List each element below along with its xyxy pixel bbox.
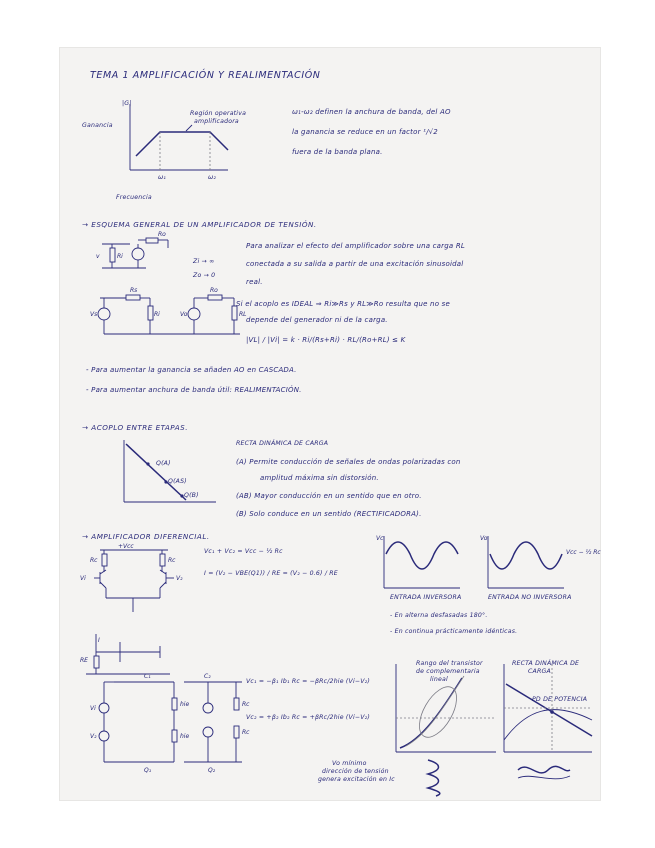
ideal-coupling-text-2: depende del generador ni de la carga. <box>246 316 388 324</box>
note-cascade: - Para aumentar la ganancia se añaden AO en CASCADA. <box>86 366 297 374</box>
right-plot-title-2: CARGA <box>528 668 551 675</box>
notebook-page <box>60 48 600 800</box>
q-point-a: Q(A) <box>156 460 171 467</box>
region-label-2: amplificadora <box>194 118 239 125</box>
class-ab-text: (AB) Mayor conducción en un sentido que en otro. <box>236 492 422 500</box>
analysis-text-2: conectada a su salida a partir de una excitación sinusoidal <box>246 260 464 268</box>
annot-range-1: Rango del transistor <box>416 660 483 667</box>
svg-text:Vi: Vi <box>90 705 96 712</box>
bandwidth-text-3: fuera de la banda plana. <box>292 148 383 156</box>
svg-text:+Vcc: +Vcc <box>118 543 134 550</box>
bandwidth-text-1: ω₁-ω₂ definen la anchura de banda, del AO <box>292 108 451 116</box>
svg-text:Vo: Vo <box>180 311 188 318</box>
axis-gain-label: Ganancia <box>82 122 113 129</box>
bottom-note-1: Vo mínimo <box>332 760 367 767</box>
axis-gain-symbol: |G| <box>122 100 132 107</box>
load-line-plot <box>116 438 226 510</box>
right-plot-title-1: RECTA DINÁMICA DE <box>512 660 580 667</box>
svg-text:Rc: Rc <box>242 729 250 736</box>
eq-vc2: Vc₂ = +β₂ Ib₂ Rc = +βRc/2hie (Vi−V₂) <box>246 714 370 721</box>
svg-text:C₁: C₁ <box>144 673 151 680</box>
svg-text:v: v <box>96 253 100 260</box>
differential-amp-circuit <box>80 542 190 682</box>
svg-text:Q₂: Q₂ <box>208 767 216 774</box>
region-label-1: Región operativa <box>190 110 247 117</box>
gain-formula: |VL| / |Vi| = k · Ri/(Rs+Ri) · RL/(Ro+RL) ≤ K <box>246 336 406 344</box>
svg-text:Ro: Ro <box>210 287 218 294</box>
svg-text:hie: hie <box>180 701 190 708</box>
svg-text:Vc: Vc <box>376 535 384 542</box>
waveform-inverting <box>378 534 462 592</box>
class-a-text-1: (A) Permite conducción de señales de ondas polarizadas con <box>236 458 461 466</box>
svg-text:Rc: Rc <box>242 701 250 708</box>
eq-vc-sum: Vc₁ + Vc₂ = Vcc − ½ Rc <box>204 548 283 555</box>
analysis-text-3: real. <box>246 278 263 286</box>
svg-text:RE: RE <box>80 657 88 664</box>
waveform-non-inverting <box>480 534 601 592</box>
svg-text:Rs: Rs <box>130 287 138 294</box>
annot-range-2: de complementaria <box>416 668 480 675</box>
w1-label: ω₁ <box>158 174 167 181</box>
class-a-text-2: amplitud máxima sin distorsión. <box>260 474 379 482</box>
svg-text:Ri: Ri <box>117 253 123 260</box>
w2-label: ω₂ <box>208 174 217 181</box>
eq-vc1: Vc₁ = −β₁ Ib₁ Rc = −βRc/2hie (Vi−V₂) <box>246 678 370 685</box>
class-b-text: (B) Solo conduce en un sentido (RECTIFICADORA). <box>236 510 422 518</box>
wave-label-inverting: ENTRADA INVERSORA <box>390 594 462 601</box>
svg-text:Q₁: Q₁ <box>144 767 152 774</box>
q-point-b: Q(B) <box>184 492 199 499</box>
svg-text:Rc: Rc <box>168 557 176 564</box>
svg-text:Ri: Ri <box>154 311 160 318</box>
svg-text:V₂: V₂ <box>90 733 97 740</box>
bandwidth-text-2: la ganancia se reduce en un factor ¹/√2 <box>292 128 438 136</box>
load-line-title: RECTA DINÁMICA DE CARGA <box>236 440 329 447</box>
analysis-text-1: Para analizar el efecto del amplificador sobre una carga RL <box>246 242 465 250</box>
ideal-coupling-text-1: Si el acoplo es IDEAL ⇒ Ri≫Rs y RL≫Ro resulta que no se <box>236 300 450 308</box>
heading-diferencial: → AMPLIFICADOR DIFERENCIAL. <box>82 532 210 541</box>
zi-label: Zi → ∞ <box>193 258 215 265</box>
svg-text:Rc: Rc <box>90 557 98 564</box>
svg-text:Vi: Vi <box>80 575 86 582</box>
annot-range-3: lineal <box>430 676 448 683</box>
svg-text:V₂: V₂ <box>176 575 183 582</box>
svg-text:hie: hie <box>180 733 190 740</box>
svg-text:I: I <box>98 637 100 644</box>
eq-current: I = (V₂ − VBE(Q1)) / RE = (V₂ − 0.6) / RE <box>204 570 338 577</box>
page-title: TEMA 1 AMPLIFICACIÓN Y REALIMENTACIÓN <box>90 70 321 81</box>
output-oscillation-sketch <box>422 756 572 796</box>
svg-text:Vcc − ½ Rc: Vcc − ½ Rc <box>566 549 601 556</box>
small-signal-model <box>84 673 250 774</box>
note-feedback: - Para aumentar anchura de banda útil: REALIMENTACIÓN. <box>86 386 302 394</box>
axis-frequency-label: Frecuencia <box>116 194 152 201</box>
right-plot-pd: PD DE POTENCIA <box>532 696 588 703</box>
wave-note-dc: - En continua prácticamente idénticas. <box>390 628 518 635</box>
q-point-ab: Q(AS) <box>168 478 187 485</box>
svg-text:Vs: Vs <box>90 311 98 318</box>
bottom-note-2: dirección de tensión <box>322 768 389 775</box>
svg-text:Ro: Ro <box>158 231 166 238</box>
wave-label-non-inverting: ENTRADA NO INVERSORA <box>488 594 572 601</box>
heading-acoplo: → ACOPLO ENTRE ETAPAS. <box>82 423 189 432</box>
bottom-note-3: genera excitación en Ic <box>318 776 395 783</box>
heading-esquema: → ESQUEMA GENERAL DE UN AMPLIFICADOR DE TENSIÓN. <box>82 220 317 229</box>
zo-label: Zo → 0 <box>193 272 216 279</box>
amplifier-block-circuit <box>90 231 247 344</box>
svg-text:C₂: C₂ <box>204 673 211 680</box>
wave-note-ac: - En alterna desfasadas 180°. <box>390 612 488 619</box>
svg-text:RL: RL <box>239 311 247 318</box>
svg-text:Vo: Vo <box>480 535 488 542</box>
